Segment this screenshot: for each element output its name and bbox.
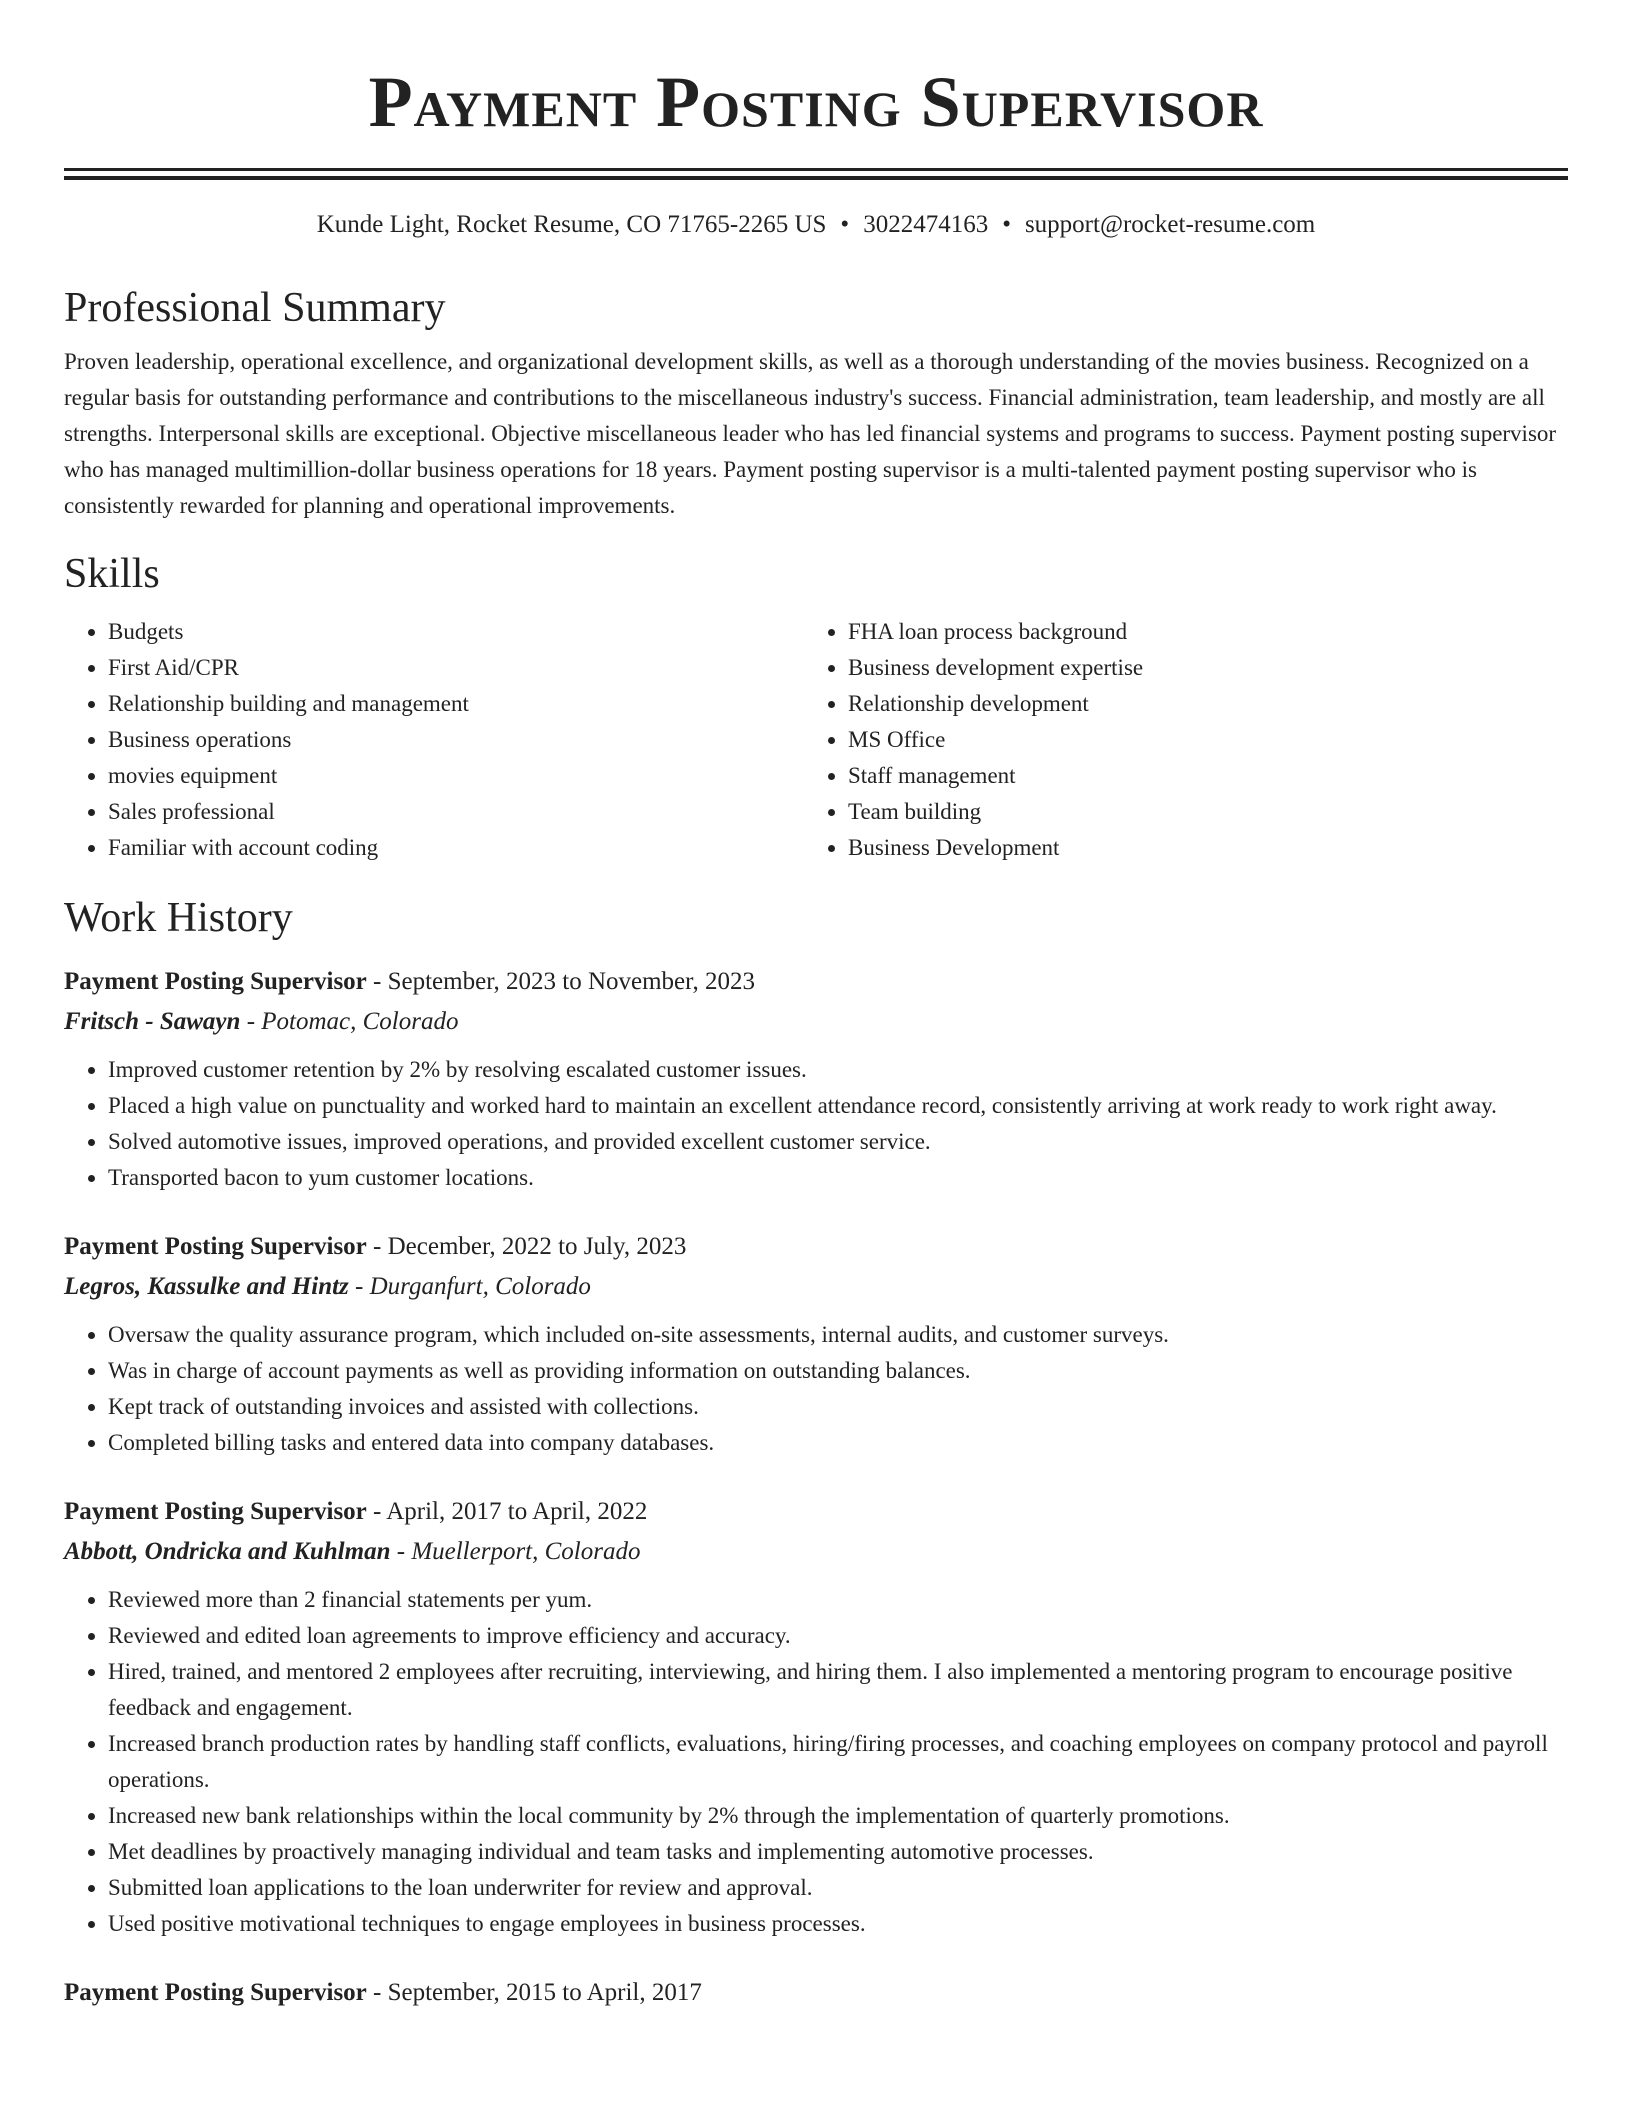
job-dates: April, 2017 to April, 2022: [386, 1498, 648, 1525]
skills-column-right: [804, 614, 1544, 866]
contact-email: support@rocket-resume.com: [1024, 211, 1316, 238]
skills-list: [64, 614, 1568, 866]
summary-heading: Professional Summary: [64, 285, 446, 331]
skill-item: • Business development expertise: [848, 650, 1544, 686]
job-bullet: • Was in charge of account payments as well as providing information on outstanding balances.: [108, 1353, 1568, 1389]
job-dash: -: [348, 1273, 370, 1300]
skill-item: • Budgets: [108, 614, 804, 650]
job-dash: -: [390, 1538, 412, 1565]
job-dash: -: [366, 968, 388, 995]
job-entry: [64, 962, 1568, 1196]
job-bullet: • Used positive motivational techniques to engage employees in business processes.: [108, 1906, 1568, 1942]
job-bullet: • Met deadlines by proactively managing individual and team tasks and implementing automotive processes.: [108, 1834, 1568, 1870]
skill-item: • Team building: [848, 794, 1544, 830]
job-bullet: • Reviewed more than 2 financial statements per yum.: [108, 1582, 1568, 1618]
resume-page: [64, 0, 1568, 2013]
contact-phone: 3022474163: [863, 211, 989, 238]
job-bullet: • Hired, trained, and mentored 2 employees after recruiting, interviewing, and hiring them. I also implemented a mentoring program to encourage positive feedback and engagement.: [108, 1654, 1568, 1726]
job-bullet: • Reviewed and edited loan agreements to improve efficiency and accuracy.: [108, 1618, 1568, 1654]
job-company: Legros, Kassulke and Hintz: [64, 1273, 349, 1300]
job-bullets: [64, 1582, 1568, 1942]
job-entry: [64, 1227, 1568, 1461]
job-role: Payment Posting Supervisor: [64, 1979, 367, 2006]
skill-item: • Business operations: [108, 722, 804, 758]
job-bullet: • Solved automotive issues, improved operations, and provided excellent customer service.: [108, 1124, 1568, 1160]
contact-line: [64, 208, 1568, 242]
job-bullet: • Increased branch production rates by handling staff conflicts, evaluations, hiring/firing processes, and coaching employees on company protocol and payroll operations.: [108, 1726, 1568, 1798]
skill-item: • First Aid/CPR: [108, 650, 804, 686]
skill-item: • Staff management: [848, 758, 1544, 794]
skill-item: • Relationship development: [848, 686, 1544, 722]
skill-item: • FHA loan process background: [848, 614, 1544, 650]
job-role: Payment Posting Supervisor: [64, 1233, 367, 1260]
skill-item: • Sales professional: [108, 794, 804, 830]
job-bullet: • Submitted loan applications to the loan underwriter for review and approval.: [108, 1870, 1568, 1906]
job-dash: -: [366, 1233, 388, 1260]
job-bullet: • Increased new bank relationships within the local community by 2% through the implementation of quarterly promotions.: [108, 1798, 1568, 1834]
job-role: Payment Posting Supervisor: [64, 1498, 367, 1525]
skill-item: • movies equipment: [108, 758, 804, 794]
job-bullet: • Completed billing tasks and entered data into company databases.: [108, 1425, 1568, 1461]
job-bullet: • Kept track of outstanding invoices and assisted with collections.: [108, 1389, 1568, 1425]
job-dates: September, 2023 to November, 2023: [387, 968, 755, 995]
job-header: [64, 1492, 1568, 1532]
job-company: Fritsch - Sawayn: [64, 1008, 241, 1035]
job-dates: December, 2022 to July, 2023: [387, 1233, 687, 1260]
skill-item: • Business Development: [848, 830, 1544, 866]
job-bullet: • Placed a high value on punctuality and worked hard to maintain an excellent attendance record, consistently arriving at work ready to work right away.: [108, 1088, 1568, 1124]
job-location: Muellerport, Colorado: [411, 1538, 641, 1565]
skill-item: • MS Office: [848, 722, 1544, 758]
skill-item: • Familiar with account coding: [108, 830, 804, 866]
job-bullet: • Transported bacon to yum customer locations.: [108, 1160, 1568, 1196]
job-role: Payment Posting Supervisor: [64, 968, 367, 995]
skill-item: • Relationship building and management: [108, 686, 804, 722]
contact-separator: •: [840, 211, 850, 238]
job-dash: -: [240, 1008, 262, 1035]
job-dash: -: [366, 1498, 387, 1525]
job-bullets: [64, 1317, 1568, 1461]
job-header: [64, 962, 1568, 1002]
job-bullets: [64, 1052, 1568, 1196]
header-divider-thin: [64, 176, 1568, 180]
job-header: [64, 1227, 1568, 1267]
contact-address: Kunde Light, Rocket Resume, CO 71765-2265 US: [316, 211, 827, 238]
job-company: Abbott, Ondricka and Kuhlman: [64, 1538, 391, 1565]
job-bullet: • Oversaw the quality assurance program, which included on-site assessments, internal audits, and customer surveys.: [108, 1317, 1568, 1353]
job-company-line: [64, 1002, 1568, 1042]
skills-heading: Skills: [64, 551, 160, 597]
job-dates: September, 2015 to April, 2017: [387, 1979, 702, 2006]
skills-column-left: [64, 614, 804, 866]
job-company-line: [64, 1267, 1568, 1307]
job-location: Potomac, Colorado: [261, 1008, 459, 1035]
resume-name: Payment Posting Supervisor: [368, 62, 1264, 142]
job-bullet: • Improved customer retention by 2% by resolving escalated customer issues.: [108, 1052, 1568, 1088]
contact-separator: •: [1002, 211, 1011, 238]
job-company-line: [64, 1532, 1568, 1572]
job-location: Durganfurt, Colorado: [369, 1273, 591, 1300]
summary-text: Proven leadership, operational excellence, and organizational development skills, as well as a thorough understanding of the movies business. Recognized on a regular basis for outstanding performance and contributions to the miscellaneous industry's success. Financial administration, team leadership, and mostly are all strengths. Interpersonal skills are exceptional. Objective miscellaneous leader who has led financial systems and programs to success. Payment posting supervisor who has managed multimillion-dollar business operations for 18 years. Payment posting supervisor is a multi-talented payment posting supervisor who is consistently rewarded for planning and operational improvements.: [64, 349, 1557, 518]
work-history-heading: Work History: [64, 895, 293, 941]
job-entry: [64, 1973, 1568, 2013]
job-dash: -: [366, 1979, 388, 2006]
job-header: [64, 1973, 1568, 2013]
job-entry: [64, 1492, 1568, 1942]
